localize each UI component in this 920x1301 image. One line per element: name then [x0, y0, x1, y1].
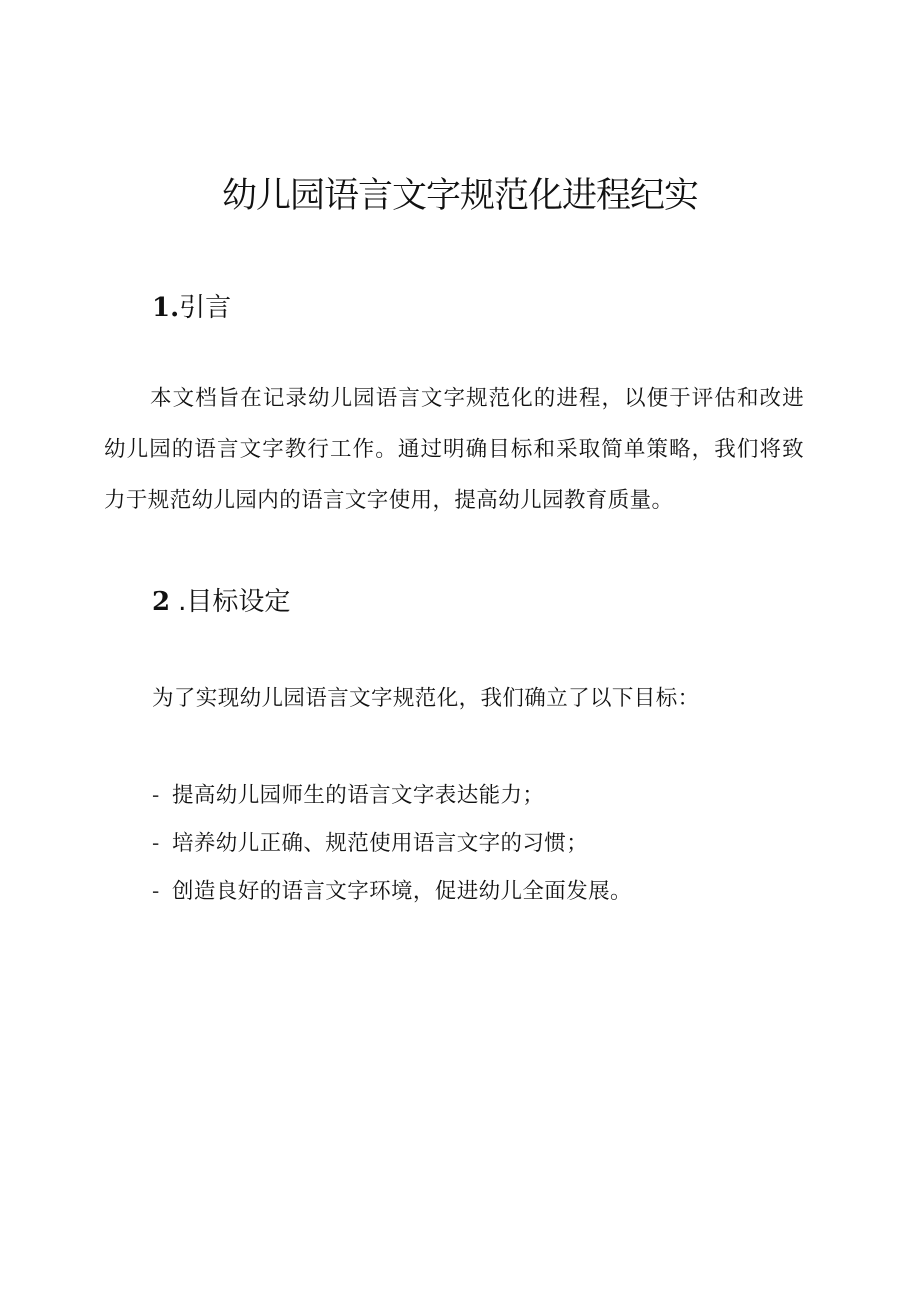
goal-text: 创造良好的语言文字环境，促进幼儿全面发展。 [172, 879, 632, 904]
section-2-title: .目标设定 [178, 587, 291, 617]
section-2-lead: 为了实现幼儿园语言文字规范化，我们确立了以下目标： [152, 686, 700, 711]
section-1-heading [152, 290, 231, 326]
list-item [152, 772, 632, 820]
bullet-dash: - [152, 783, 160, 808]
section-1-number: 1. [152, 293, 180, 323]
section-1-paragraph: 本文档旨在记录幼儿园语言文字规范化的进程，以便于评估和改进幼儿园的语言文字教行工作。通过明确目标和采取简单策略，我们将致力于规范幼儿园内的语言文字使用，提高幼儿园教育质量。 [104, 386, 804, 513]
goal-list [152, 772, 632, 916]
list-item [152, 868, 632, 916]
section-1-title: 引言 [179, 293, 232, 323]
bullet-dash: - [152, 879, 160, 904]
list-item [152, 820, 632, 868]
section-2-heading [152, 584, 290, 620]
section-2-number: 2 [152, 587, 171, 617]
bullet-dash: - [152, 831, 160, 856]
document-title: 幼儿园语言文字规范化进程纪实 [221, 176, 698, 216]
goal-text: 提高幼儿园师生的语言文字表达能力； [172, 783, 545, 808]
goal-text: 培养幼儿正确、规范使用语言文字的习惯； [172, 831, 589, 856]
